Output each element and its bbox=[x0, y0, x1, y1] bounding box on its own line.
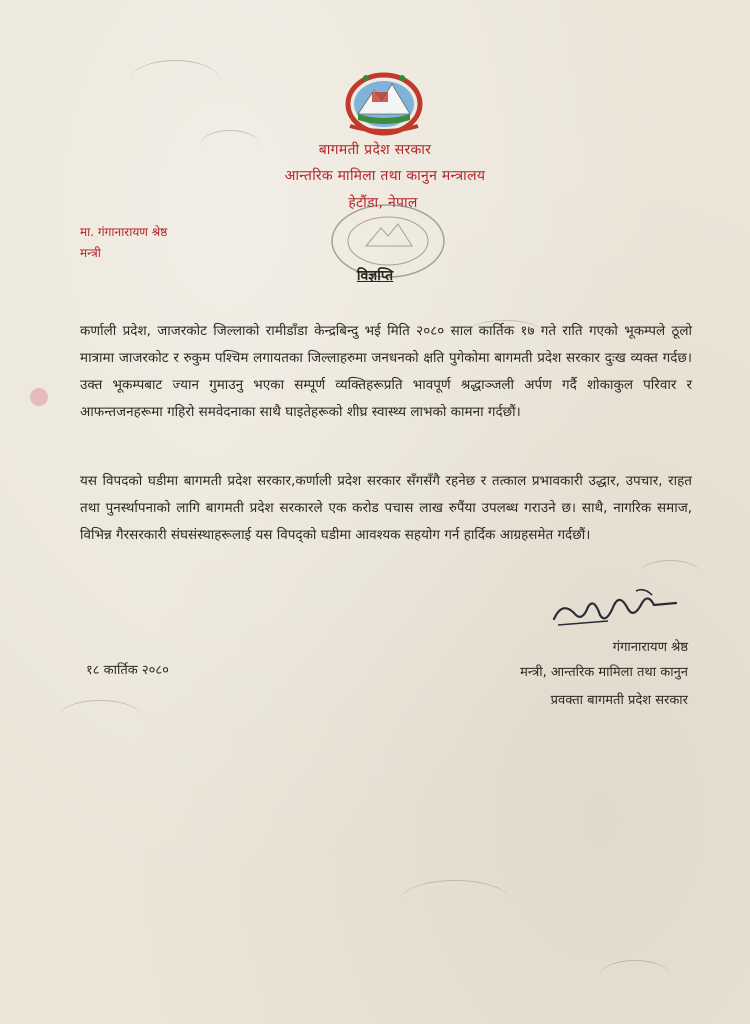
notice-paragraph-2: यस विपदको घडीमा बागमती प्रदेश सरकार,कर्णाली प्रदेश सरकार सँगसँगै रहनेछ र तत्काल प्रभावकारी उद्धार, उपचार, राहत तथा पुनर्स्थापनाको लागि बागमती प्रदेश सरकारले एक करोड पचास लाख रुपैंया उपलब्ध गराउने छ। साथै, नागरिक समाज, विभिन्न गैरसरकारी संघसंस्थाहरूलाई यस विपद्को घडीमा आवश्यक सहयोग गर्न हार्दिक आग्रहसमेत गर्दछौं। bbox=[80, 473, 692, 543]
notice-date: १८ कार्तिक २०८० bbox=[86, 663, 169, 678]
location-heading: हेटौंडा, नेपाल bbox=[348, 195, 418, 211]
paper-fiber bbox=[60, 700, 140, 731]
minister-name: मा. गंगानारायण श्रेष्ठ bbox=[80, 225, 168, 239]
paper-fiber bbox=[400, 880, 510, 921]
paper-fiber bbox=[640, 560, 700, 586]
handwritten-signature bbox=[548, 585, 684, 633]
signatory-name: गंगानारायण श्रेष्ठ bbox=[612, 640, 688, 655]
signatory-title: मन्त्री, आन्तरिक मामिला तथा कानुन bbox=[520, 665, 688, 680]
ministry-heading: आन्तरिक मामिला तथा कानुन मन्त्रालय bbox=[284, 168, 486, 184]
government-emblem-icon bbox=[344, 70, 424, 136]
paper-fiber bbox=[130, 60, 220, 101]
notice-paragraph-1: कर्णाली प्रदेश, जाजरकोट जिल्लाको रामीडाँडा केन्द्रबिन्दु भई मिति २०८० साल कार्तिक १७ गते राति गएको भूकम्पले ठूलो मात्रामा जाजरकोट र रुकुम पश्चिम लगायतका जिल्लाहरुमा जनधनको क्षति पुगेकोमा बागमती प्रदेश सरकार दुःख व्यक्त गर्दछ। उक्त भूकम्पबाट ज्यान गुमाउनु भएका सम्पूर्ण व्यक्तिहरूप्रति भावपूर्ण श्रद्धाञ्जली अर्पण गर्दै शोकाकुल परिवार र आफन्तजनहरूमा गहिरो समवेदनाका साथै घाइतेहरूको शीघ्र स्वास्थ्य लाभको कामना गर्दछौं। bbox=[80, 323, 692, 420]
pink-blot bbox=[30, 388, 48, 406]
signatory-role: प्रवक्ता बागमती प्रदेश सरकार bbox=[550, 693, 688, 708]
notice-title: विज्ञप्ति bbox=[356, 268, 394, 284]
minister-title: मन्त्री bbox=[80, 246, 101, 260]
paper-fiber bbox=[600, 960, 670, 991]
government-heading: बागमती प्रदेश सरकार bbox=[318, 142, 432, 158]
